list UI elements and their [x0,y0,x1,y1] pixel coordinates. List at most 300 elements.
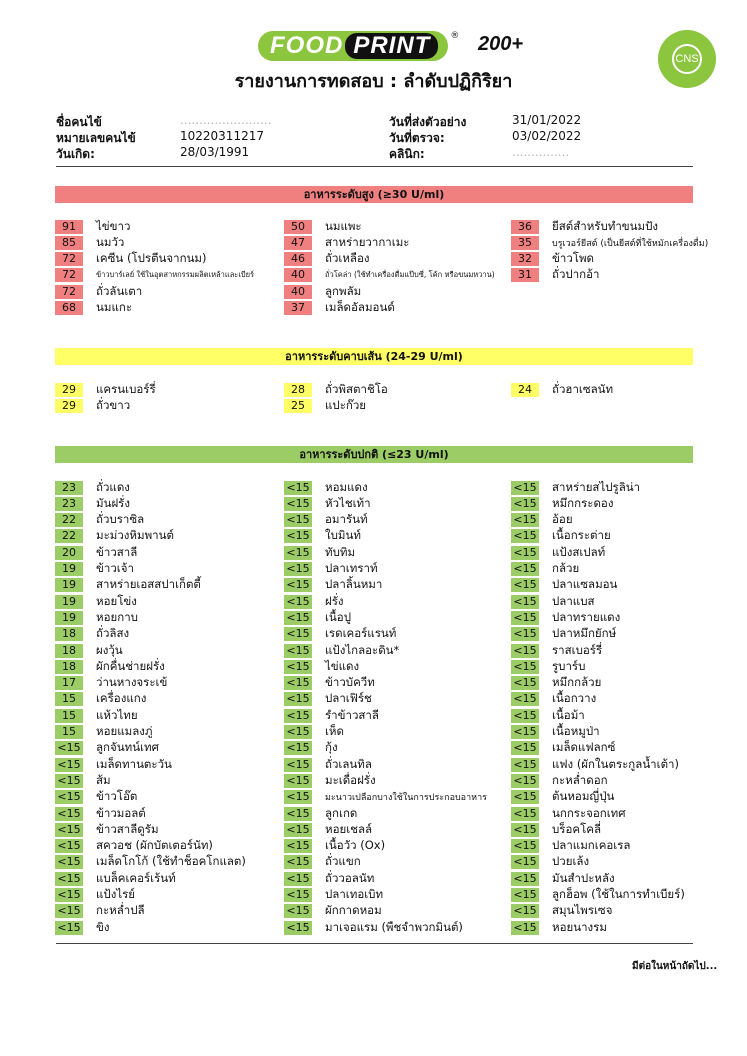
food-score: 24 [511,383,539,397]
food-row [511,855,589,870]
food-row [55,692,146,707]
food-name: มันสำปะหลัง [552,870,615,885]
food-row [511,235,708,250]
food-name: แป้งไกลอะดิน* [325,642,400,657]
food-name: เมล็ดอัลมอนด์ [325,300,395,314]
food-name: อมารันท์ [325,512,368,527]
patient-dob-value: 28/03/1991 [180,145,250,159]
food-name: ปลาเทราท์ [325,561,378,575]
food-row [284,888,383,903]
food-row [284,594,344,609]
food-row [511,219,658,234]
food-name: สาหร่ายสไปรูลิน่า [552,479,641,494]
footer-divider [56,943,693,944]
food-name: ถั่วพิสตาชิโอ [325,381,388,396]
food-score: <15 [55,855,83,869]
food-score: 50 [284,220,312,234]
food-name: ผักกาดหอม [325,903,382,918]
food-row [55,708,138,723]
food-score: <15 [511,660,539,674]
logo-print-text: PRINT [345,33,438,59]
food-name: เนื้อวัว (Ox) [325,838,386,853]
food-score: <15 [284,676,312,690]
food-score: 85 [55,236,83,250]
food-row [284,871,374,886]
food-score: <15 [284,807,312,821]
continued-note: มีต่อในหน้าถัดไป... [632,961,718,972]
food-name: แบล็คเคอร์เร้นท์ [96,870,176,885]
food-row [55,545,137,560]
food-name: ถั่วฮาเซลนัท [552,381,614,396]
patient-dob-label: วันเกิด: [56,147,95,161]
food-score: <15 [284,578,312,592]
food-row [511,822,601,837]
food-row [511,643,602,658]
food-name: ยีสต์สำหรับทำขนมปัง [552,218,659,233]
food-row [511,562,579,577]
food-score: <15 [511,562,539,576]
food-score: <15 [55,839,83,853]
food-name: ปลาแซลมอน [552,577,618,592]
food-score: <15 [511,676,539,690]
food-score: <15 [284,904,312,918]
food-name: รำข้าวสาลี [325,707,379,722]
food-score: <15 [284,595,312,609]
food-name: มันฝรั่ง [96,495,130,510]
food-score: <15 [511,644,539,658]
food-name: ถั่วบราซิล [96,512,145,527]
food-name: ลูกพลัม [325,283,362,298]
food-row [511,871,615,886]
food-score: <15 [511,872,539,886]
food-score: 28 [284,383,312,397]
food-score: <15 [511,758,539,772]
food-score: <15 [511,888,539,902]
food-score: <15 [284,497,312,511]
food-score: <15 [55,904,83,918]
food-row [284,692,372,707]
food-score: <15 [511,692,539,706]
food-name: กะหล่ำปลี [96,903,145,918]
food-row [284,806,357,821]
food-row [55,235,124,250]
logo-food-text: FOOD [270,32,344,59]
food-name: ใบมินท์ [325,528,361,543]
food-row [284,676,375,691]
cns-logo [658,30,716,88]
food-score: <15 [284,741,312,755]
food-row [511,725,600,740]
food-name: ปลาหมึกยักษ์ [552,626,617,641]
food-name: นกกระจอกเทศ [552,805,626,820]
food-row [55,610,138,625]
food-row [55,855,246,870]
food-score: <15 [284,709,312,723]
food-score: 18 [55,644,83,658]
food-row [511,920,607,935]
food-score: <15 [511,790,539,804]
food-name: หัวไชเท้า [325,495,371,510]
food-name: ถั่วโคล่า (ใช้ทำเครื่องดื่มแป๊บซี่, โค้ก หรือขนมหวาน) [325,270,495,280]
food-row [511,773,608,788]
food-score: <15 [55,790,83,804]
food-name: ข้าวสาลีดูรัม [96,821,159,836]
food-row [284,659,359,674]
food-name: มาเจอแรม (พืชจำพวกมินต์) [325,919,463,934]
food-score: <15 [284,888,312,902]
food-name: มะเดื่อฝรั่ง [325,772,376,787]
sample-date-label: วันที่ส่งตัวอย่าง [389,115,467,129]
food-name: ถั่วแขก [325,854,361,869]
food-row [55,888,135,903]
food-name: ถั่วปากอ้า [552,267,600,282]
food-row [55,496,130,511]
food-row [511,676,601,691]
logo-registered-mark: ® [450,31,460,41]
food-row [511,513,573,528]
food-score: 19 [55,578,83,592]
food-score: <15 [284,774,312,788]
food-score: <15 [55,807,83,821]
food-name: หอยกาบ [96,609,138,624]
food-score: 15 [55,692,83,706]
food-name: ผักคื่นช่ายฝรั่ง [96,658,165,673]
food-name: เมล็ดทานตะวัน [96,756,172,771]
food-row [511,708,585,723]
food-name: ผงวุ้น [96,642,123,657]
food-score: <15 [511,774,539,788]
food-name: เมล็ดแฟลกซ์ [552,740,616,755]
food-score: 36 [511,220,539,234]
food-row [511,529,611,544]
food-name: เนื้อกระต่าย [552,528,611,543]
food-row [55,480,130,495]
food-name: ลูกฮ็อพ (ใช้ในการทำเบียร์) [552,887,685,901]
food-row [284,382,388,397]
food-name: นมวัว [96,234,125,249]
food-score: <15 [55,888,83,902]
food-row [55,643,123,658]
food-row [284,398,366,413]
logo-badge [258,31,448,61]
food-name: สาหร่ายวากาเมะ [325,234,410,249]
food-score: 18 [55,627,83,641]
food-score: <15 [284,758,312,772]
food-name: อ้อย [552,512,573,527]
food-score: 23 [55,481,83,495]
food-score: <15 [55,774,83,788]
food-name: เคซีน (โปรตีนจากนม) [96,251,207,266]
food-name: หมึกกระดอง [552,495,614,510]
food-row [511,382,613,397]
food-name: ถั่ววอลนัท [325,870,375,885]
food-name: ปลาเฟิร์ช [325,691,372,706]
food-name: ทับทิม [325,544,356,559]
food-score: 72 [55,285,83,299]
food-name: ไข่แดง [325,658,360,673]
food-name: สมุนไพรเซจ [552,903,613,918]
food-row [55,871,176,886]
food-row [55,513,144,528]
food-row [55,676,167,691]
food-row [284,643,399,658]
food-row [511,904,612,919]
food-score: <15 [55,921,83,935]
food-score: <15 [284,562,312,576]
food-row [284,268,495,283]
food-score: 22 [55,529,83,543]
clinic-value: ............... [512,145,570,159]
food-name: มะนาวเปลือกบางใช้ในการประกอบอาหาร [325,793,487,804]
food-row [55,839,213,854]
food-score: <15 [284,529,312,543]
borderline-section-header: อาหารระดับคาบเส้น (24-29 U/ml) [55,348,693,365]
food-row [55,398,130,413]
food-score: <15 [511,823,539,837]
food-row [284,529,361,544]
food-row [55,741,159,756]
report-title: รายงานการทดสอบ : ลำดับปฏิกิริยา [234,71,513,92]
food-name: ข้าวโพด [552,251,595,266]
food-name: หอยนางรม [552,919,607,934]
food-row [511,578,617,593]
food-row [55,757,172,772]
food-row [55,806,146,821]
test-date-value: 03/02/2022 [512,129,582,143]
food-score: 22 [55,513,83,527]
food-score: 18 [55,660,83,674]
food-score: <15 [511,546,539,560]
food-row [284,496,371,511]
food-name: เนื้อหมูป่า [552,724,600,738]
food-score: <15 [511,497,539,511]
food-score: <15 [284,513,312,527]
food-score: <15 [511,513,539,527]
header-divider [56,166,693,167]
food-name: ถั่วเหลือง [325,251,370,266]
food-name: หอยโข่ง [96,593,137,608]
food-name: หอยแมลงภู่ [96,724,153,738]
food-score: <15 [284,481,312,495]
food-score: 72 [55,268,83,282]
food-score: 72 [55,252,83,266]
food-name: บร็อคโคลี่ [552,821,601,836]
food-name: แป้งไรย์ [96,887,136,901]
food-score: <15 [511,839,539,853]
food-row [284,708,379,723]
food-row [55,219,130,234]
cns-logo-ring [672,44,702,74]
food-score: <15 [284,660,312,674]
food-score: <15 [511,595,539,609]
food-score: 15 [55,725,83,739]
food-name: เนื้อกวาง [552,691,597,706]
food-name: ข้าวโอ๊ต [96,789,138,804]
food-score: 19 [55,562,83,576]
food-score: <15 [511,627,539,641]
food-score: <15 [511,709,539,723]
food-score: <15 [511,529,539,543]
food-score: 19 [55,611,83,625]
food-name: ถั่วแดง [96,479,130,494]
food-score: <15 [55,741,83,755]
food-name: ฝรั่ง [325,593,344,608]
food-score: 25 [284,399,312,413]
food-score: 29 [55,399,83,413]
food-name: แป้งสเปลท์ [552,544,606,559]
food-name: เนื้อม้า [552,707,585,722]
food-name: เนื้อปู [325,609,351,624]
food-row [284,790,487,805]
food-row [511,545,605,560]
food-row [284,757,372,772]
food-row [511,692,596,707]
food-name: ถั่วเลนทิล [325,756,372,771]
food-name: ถั่วขาว [96,397,131,412]
food-name: ข้าวสาลี [96,544,138,559]
food-row [511,252,594,267]
food-score: 35 [511,236,539,250]
food-score: 17 [55,676,83,690]
food-name: เมล็ดโกโก้ (ใช้ทำช็อคโกแลต) [96,854,246,869]
food-row [511,806,626,821]
normal-section-header: อาหารระดับปกติ (≤23 U/ml) [55,446,693,463]
food-row [511,594,595,609]
food-name: ปลาทรายแดง [552,609,621,624]
food-row [284,545,355,560]
food-row [284,219,362,234]
food-row [55,773,111,788]
food-name: แครนเบอร์รี่ [96,381,156,396]
sample-date-value: 31/01/2022 [512,113,582,127]
patient-name-value: ........................ [180,113,272,127]
food-score: 23 [55,497,83,511]
food-score: 19 [55,595,83,609]
food-score: <15 [284,546,312,560]
food-row [55,627,129,642]
food-row [55,659,165,674]
food-row [284,920,463,935]
food-score: 15 [55,709,83,723]
food-name: สาหร่ายเอสสปาเก็ตตี้ [96,577,201,592]
food-name: ข้าวบาร์เลย์ ใช้ในอุตสาหกรรมผลิตเหล้าและเบียร์ [96,270,255,280]
high-section-header: อาหารระดับสูง (≥30 U/ml) [55,186,693,203]
food-row [284,480,368,495]
food-name: กะหล่ำดอก [552,772,608,787]
food-score: <15 [284,790,312,804]
food-row [284,904,382,919]
food-name: ถั่วลิสง [96,626,130,641]
food-row [55,822,159,837]
food-score: 40 [284,285,312,299]
food-name: ปลาแมกเคอเรล [552,838,631,853]
food-score: <15 [284,644,312,658]
food-row [511,610,620,625]
food-name: ปลาเทอเบิท [325,887,384,901]
food-row [55,594,137,609]
food-name: ถั่วลันเตา [96,283,143,298]
food-name: สควอช (ผักบัตเตอร์นัท) [96,838,213,853]
food-row [55,382,156,397]
food-name: เครื่องแกง [96,691,147,706]
food-name: ปลาแบส [552,593,595,608]
food-row [55,562,134,577]
food-name: นมแพะ [325,218,362,233]
food-score: <15 [511,855,539,869]
food-score: <15 [511,725,539,739]
food-row [511,480,640,495]
food-row [55,725,152,740]
food-row [284,725,344,740]
food-score: <15 [511,481,539,495]
food-name: ปวยเล้ง [552,854,590,869]
food-score: <15 [55,823,83,837]
food-name: แห้วไทย [96,707,138,722]
food-name: หอยเชลล์ [325,821,373,836]
food-score: <15 [284,627,312,641]
food-score: <15 [511,921,539,935]
food-score: <15 [511,741,539,755]
food-name: แฟง (ผักในตระกูลน้ำเต้า) [552,756,679,771]
food-row [55,529,174,544]
food-score: <15 [284,611,312,625]
food-score: 40 [284,268,312,282]
food-name: ลูกเกด [325,805,358,820]
food-name: บรูเวอร์ยีสต์ (เป็นยีสต์ที่ใช้หมักเครื่องดื่ม) [552,238,709,249]
food-row [55,284,142,299]
food-score: 46 [284,252,312,266]
food-name: ปลาลิ้นหมา [325,577,383,592]
food-name: หมึกกล้วย [552,675,602,690]
food-row [284,773,376,788]
food-row [284,235,409,250]
food-score: 37 [284,301,312,315]
food-name: ข้าวบัควีท [325,675,375,690]
patient-id-value: 10220311217 [180,129,264,143]
food-row [511,888,685,903]
food-score: <15 [284,855,312,869]
food-row [284,513,368,528]
food-name: กุ้ง [325,740,338,755]
food-name: เห็ด [325,724,344,738]
food-row [55,301,132,316]
food-row [284,627,396,642]
patient-id-label: หมายเลขคนไข้ [56,131,136,145]
food-row [284,252,370,267]
food-row [284,301,395,316]
food-score: 47 [284,236,312,250]
food-row [511,741,615,756]
food-score: 29 [55,383,83,397]
logo-suffix: 200+ [478,33,524,55]
food-score: 32 [511,252,539,266]
food-score: <15 [284,839,312,853]
food-name: ข้าวเจ้า [96,561,134,575]
food-row [284,839,385,854]
food-name: ส้ม [96,772,111,787]
food-row [55,904,145,919]
food-row [284,855,361,870]
food-row [284,741,338,756]
clinic-label: คลินิก: [389,147,425,161]
food-row [284,562,378,577]
food-row [55,578,201,593]
food-row [511,790,614,805]
food-score: <15 [55,872,83,886]
food-score: 20 [55,546,83,560]
food-score: <15 [511,578,539,592]
food-name: กล้วย [552,561,580,575]
